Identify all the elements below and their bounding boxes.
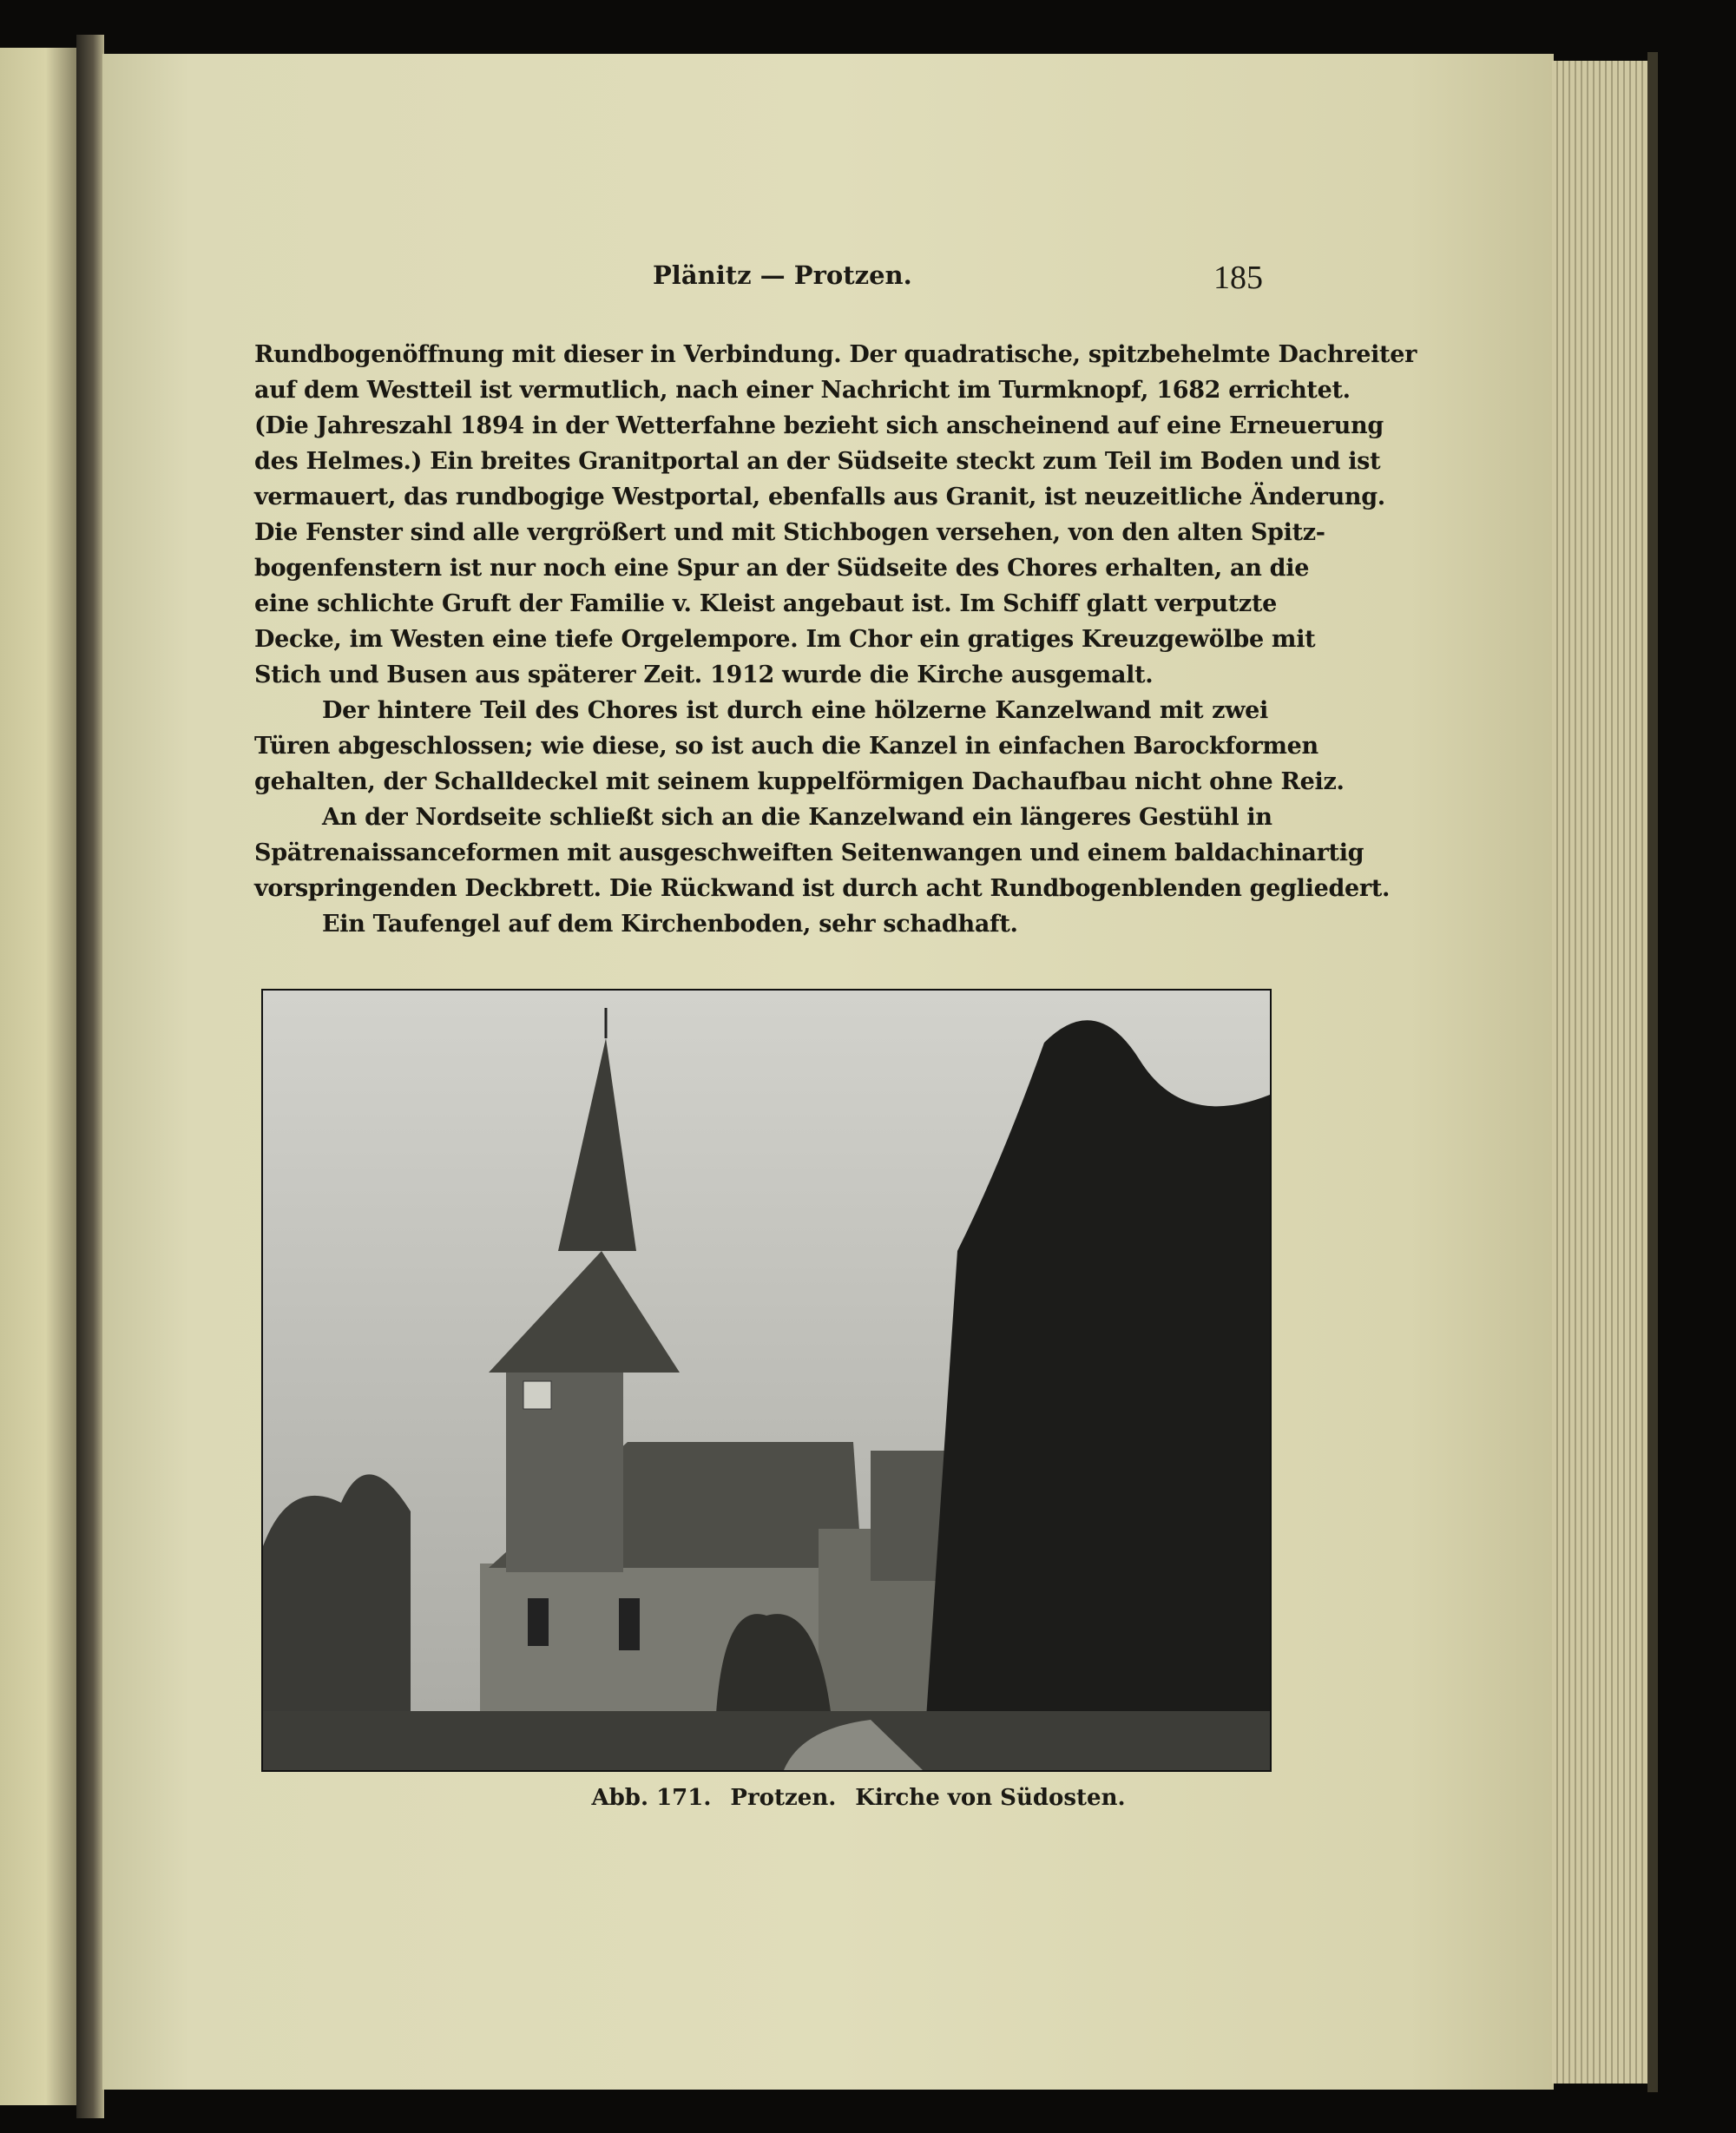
- text-line: gehalten, der Schalldeckel mit seinem kuppelförmigen Dachaufbau nicht ohne Reiz.: [254, 768, 1345, 795]
- text-line: vermauert, das rundbogige Westportal, ebenfalls aus Granit, ist neuzeitliche Änderung.: [254, 484, 1385, 510]
- running-title: Plänitz — Protzen.: [653, 260, 912, 290]
- text-line: des Helmes.) Ein breites Granitportal an der Südseite steckt zum Teil im Boden und ist: [254, 448, 1381, 475]
- figure-caption: [0, 1785, 1736, 1811]
- page-edges: [1552, 61, 1649, 2084]
- text-line: eine schlichte Gruft der Familie v. Kleist angebaut ist. Im Schiff glatt verputzte: [254, 590, 1278, 617]
- text-line: auf dem Westteil ist vermutlich, nach einer Nachricht im Turmknopf, 1682 errichtet.: [254, 377, 1351, 404]
- text-line: Ein Taufengel auf dem Kirchenboden, sehr schadhaft.: [322, 911, 1018, 938]
- text-line: vorspringenden Deckbrett. Die Rückwand ist durch acht Rundbogenblenden gegliedert.: [254, 875, 1391, 902]
- text-line: Spätrenaissanceformen mit ausgeschweiften Seitenwangen und einem baldachinartig: [254, 839, 1364, 866]
- church-photograph: [261, 989, 1272, 1772]
- church-image: [263, 991, 1270, 1770]
- body-text: [254, 337, 1417, 942]
- text-line: Türen abgeschlossen; wie diese, so ist auch die Kanzel in einfachen Barockformen: [254, 733, 1318, 760]
- text-line: Rundbogenöffnung mit dieser in Verbindung. Der quadratische, spitzbehelmte Dachreiter: [254, 341, 1417, 368]
- figure-place: Protzen.: [730, 1785, 837, 1811]
- text-line: Die Fenster sind alle vergrößert und mit Stichbogen versehen, von den alten Spitz-: [254, 519, 1325, 546]
- text-line: (Die Jahreszahl 1894 in der Wetterfahne bezieht sich anscheinend auf eine Erneuerung: [254, 412, 1384, 439]
- page-number: 185: [1213, 260, 1263, 296]
- figure-number: Abb. 171.: [591, 1785, 712, 1811]
- text-line: bogenfenstern ist nur noch eine Spur an der Südseite des Chores erhalten, an die: [254, 555, 1310, 582]
- text-line: Decke, im Westen eine tiefe Orgelempore. Im Chor ein gratiges Kreuzgewölbe mit: [254, 626, 1316, 653]
- text-line: An der Nordseite schließt sich an die Kanzelwand ein längeres Gestühl in: [322, 804, 1272, 831]
- text-line: Der hintere Teil des Chores ist durch eine hölzerne Kanzelwand mit zwei: [322, 697, 1268, 724]
- text-line: Stich und Busen aus späterer Zeit. 1912 wurde die Kirche ausgemalt.: [254, 662, 1154, 688]
- figure-title: Kirche von Südosten.: [855, 1785, 1126, 1811]
